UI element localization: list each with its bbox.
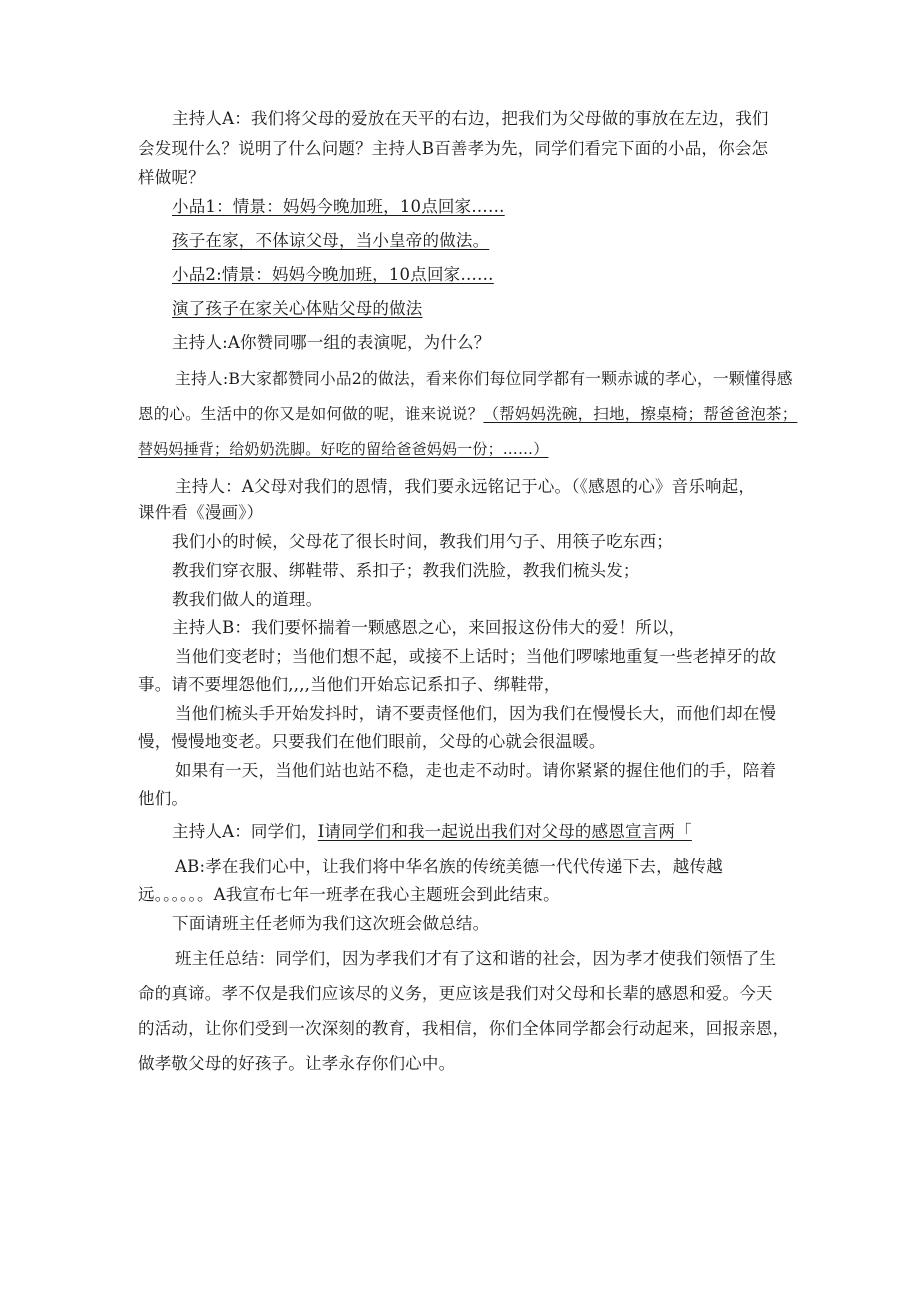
text-line: 课件看《漫画》） — [138, 503, 264, 522]
declaration-underlined: I请同学们和我一起说出我们对父母的感恩宣言两「 — [317, 822, 692, 841]
text-line: 教我们穿衣服、绑鞋带、系扣子；教我们洗脸，教我们梳头发； — [172, 561, 640, 580]
text-line: 班主任总结：同学们，因为孝我们才有了这和谐的社会，因为孝才使我们领悟了生 — [175, 949, 777, 968]
skit-1-description: 孩子在家，不体谅父母，当小皇帝的做法。 — [172, 231, 490, 250]
text-line: 会发现什么？说明了什么问题？主持人B百善孝为先，同学们看完下面的小品，你会怎 — [138, 139, 769, 158]
example-actions-underlined: 替妈妈捶背；给奶奶洗脚。好吃的留给爸爸妈妈一份；……） — [138, 440, 549, 458]
text-line: 主持人B：我们要怀揣着一颗感恩之心，来回报这份伟大的爱！所以， — [172, 618, 686, 637]
text-line: 慢，慢慢地变老。只要我们在他们眼前，父母的心就会很温暖。 — [138, 732, 606, 751]
text-line: AB:孝在我们心中，让我们将中华名族的传统美德一代代传递下去，越传越 — [175, 857, 723, 876]
text-segment: 主持人A：同学们， — [172, 822, 318, 841]
text-line: 主持人A：我们将父母的爱放在天平的右边，把我们为父母做的事放在左边，我们 — [172, 109, 769, 128]
text-segment: 恩的心。生活中的你又是如何做的呢，谁来说说？ — [138, 405, 484, 423]
text-line — [138, 403, 797, 425]
text-line: 他们。 — [138, 789, 189, 808]
text-line: 当他们梳头手开始发抖时，请不要责怪他们，因为我们在慢慢长大，而他们却在慢 — [175, 704, 777, 723]
text-line: 如果有一天，当他们站也站不稳，走也走不动时。请你紧紧的握住他们的手，陪着 — [175, 761, 777, 780]
text-line: 下面请班主任老师为我们这次班会做总结。 — [172, 914, 490, 933]
text-line: 事。请不要埋怨他们,,,,当他们开始忘记系扣子、绑鞋带， — [138, 675, 561, 694]
skit-2-title: 小品2:情景：妈妈今晚加班，10点回家…… — [172, 265, 494, 284]
text-line: 远。。。。。。A我宣布七年一班孝在我心主题班会到此结束。 — [138, 885, 560, 904]
text-line — [172, 821, 692, 843]
text-line: 的活动，让你们受到一次深刻的教育，我相信，你们全体同学都会行动起来，回报亲恩， — [138, 1019, 790, 1038]
skit-1-title: 小品1：情景：妈妈今晚加班，10点回家…… — [172, 197, 505, 216]
text-line: 做孝敬父母的好孩子。让孝永存你们心中。 — [138, 1054, 456, 1073]
text-line: 主持人：A父母对我们的恩情，我们要永远铭记于心。（《感恩的心》音乐响起， — [175, 477, 756, 496]
text-line: 主持人:B大家都赞同小品2的做法，看来你们每位同学都有一颗赤诚的孝心，一颗懂得感 — [175, 369, 793, 388]
text-line: 我们小的时候，父母花了很长时间，教我们用勺子、用筷子吃东西； — [172, 532, 673, 551]
text-line: 主持人:A你赞同哪一组的表演呢，为什么？ — [172, 333, 491, 352]
text-line: 命的真谛。孝不仅是我们应该尽的义务，更应该是我们对父母和长辈的感恩和爱。今天 — [138, 984, 773, 1003]
text-line: 当他们变老时；当他们想不起，或接不上话时；当他们啰嗦地重复一些老掉牙的故 — [175, 647, 777, 666]
skit-2-description: 演了孩子在家关心体贴父母的做法 — [172, 299, 423, 318]
text-line: 教我们做人的道理。 — [172, 590, 323, 609]
text-line: 样做呢？ — [138, 168, 205, 187]
example-actions-underlined: （帮妈妈洗碗，扫地，擦桌椅；帮爸爸泡茶； — [483, 405, 798, 423]
